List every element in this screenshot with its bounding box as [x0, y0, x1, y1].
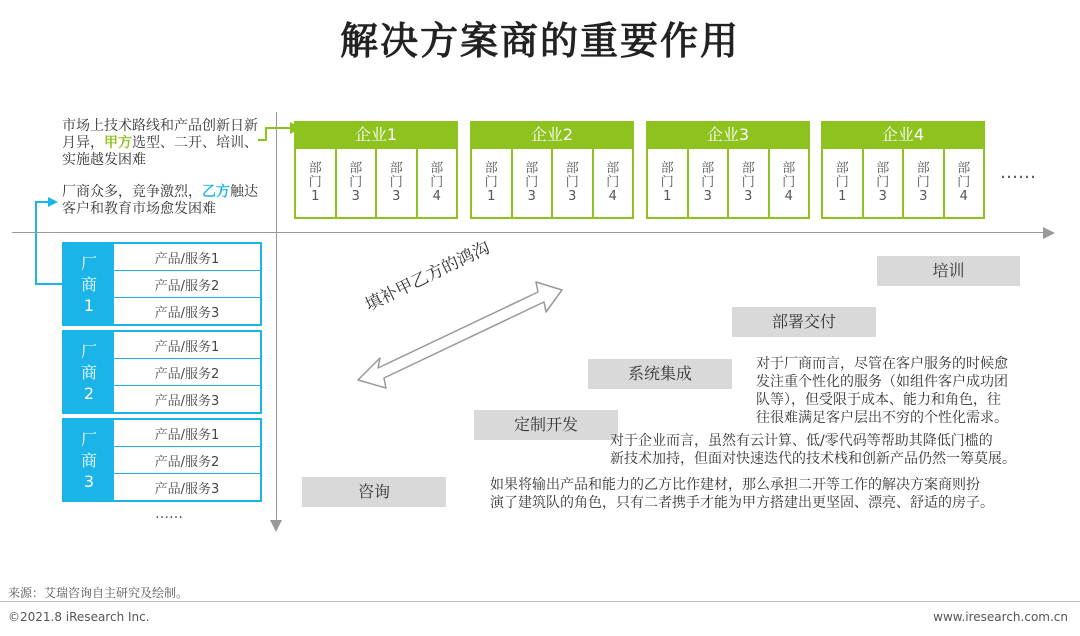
buyer-connector — [258, 128, 290, 140]
enterprise-name: 企业3 — [646, 121, 810, 149]
source-note: 来源：艾瑞咨询自主研究及绘制。 — [8, 586, 189, 600]
description-solution-provider: 如果将输出产品和能力的乙方比作建材，那么承担二开等工作的解决方案商则扮 演了建筑队的角色，只有二者携手才能为甲方搭建出更坚固、漂亮、舒适的房子。 — [490, 477, 994, 511]
gap-label: 填补甲乙方的鸿沟 — [362, 237, 494, 316]
enterprise-name: 企业4 — [821, 121, 985, 149]
department: 部 门 3 — [864, 149, 905, 217]
product-row: 产品/服务2 — [114, 447, 260, 474]
vendor-label: 厂 商 1 — [64, 244, 114, 324]
footer-divider — [0, 601, 1080, 602]
department: 部 门 4 — [782, 161, 796, 204]
department: 部 门 1 — [296, 149, 337, 217]
department: 部 门 1 — [823, 149, 864, 217]
product-row: 产品/服务2 — [114, 271, 260, 298]
step-consulting: 咨询 — [302, 477, 446, 507]
vendor-ellipsis: …… — [155, 506, 183, 522]
step-custom-development: 定制开发 — [474, 410, 618, 440]
note2-highlight: 乙方 — [202, 184, 230, 200]
product-row: 产品/服务3 — [154, 481, 220, 497]
note1-text-pre: 市场上技术路线和产品创新日新月异， — [62, 118, 258, 151]
department: 部 门 4 — [606, 161, 620, 204]
note1-highlight: 甲方 — [104, 135, 132, 151]
vertical-axis — [276, 112, 277, 524]
description-enterprise: 对于企业而言，虽然有云计算、低/零代码等帮助其降低门槛的 新技术加持，但面对快速迭代的技术栈和创新产品仍然一筹莫展。 — [610, 433, 1016, 467]
step-system-integration: 系统集成 — [588, 359, 732, 389]
copyright: ©2021.8 iResearch Inc. — [8, 610, 150, 624]
enterprise-3 — [646, 121, 810, 219]
department: 部 门 4 — [957, 161, 971, 204]
department: 部 门 3 — [904, 149, 945, 217]
page-title: 解决方案商的重要作用 — [339, 19, 740, 63]
enterprise-4 — [821, 121, 985, 219]
horizontal-axis-arrowhead — [1043, 227, 1055, 239]
enterprise-ellipsis: …… — [1000, 162, 1036, 183]
step-deployment: 部署交付 — [732, 307, 876, 337]
department: 部 门 3 — [337, 149, 378, 217]
horizontal-axis — [12, 232, 1052, 233]
vertical-axis-arrowhead — [270, 520, 282, 532]
product-row: 产品/服务1 — [114, 332, 260, 359]
department: 部 门 1 — [472, 149, 513, 217]
vendor-1 — [62, 242, 262, 326]
vendor-connector — [36, 202, 62, 284]
department: 部 门 4 — [430, 161, 444, 204]
department: 部 门 3 — [729, 149, 770, 217]
department: 部 门 3 — [377, 149, 418, 217]
description-vendor: 对于厂商而言，尽管在客户服务的时候愈 发注重个性化的服务（如组件客户成功团 队等），但受限于成本、能力和角色，往 往很难满足客户层出不穷的个性化需求。 — [756, 356, 1008, 426]
product-row: 产品/服务1 — [114, 244, 260, 271]
product-row: 产品/服务3 — [154, 393, 220, 409]
vendor-3 — [62, 418, 262, 502]
site-url: www.iresearch.com.cn — [933, 610, 1068, 624]
product-row: 产品/服务2 — [114, 359, 260, 386]
department: 部 门 1 — [648, 149, 689, 217]
product-row: 产品/服务1 — [114, 420, 260, 447]
note2-text-post: 触达客户和教育市场愈发困难 — [62, 184, 258, 217]
note2-text-pre: 厂商众多，竞争激烈， — [62, 184, 202, 200]
enterprise-1 — [294, 121, 458, 219]
vendor-connector-arrowhead — [48, 197, 58, 207]
department: 部 门 3 — [689, 149, 730, 217]
vendor-2 — [62, 330, 262, 414]
enterprise-name: 企业2 — [470, 121, 634, 149]
note1-text-post: 选型、二开、培训、实施越发困难 — [62, 135, 258, 168]
enterprise-name: 企业1 — [294, 121, 458, 149]
department: 部 门 3 — [553, 149, 594, 217]
vendor-label: 厂 商 3 — [64, 420, 114, 500]
product-row: 产品/服务3 — [154, 305, 220, 321]
enterprise-2 — [470, 121, 634, 219]
department: 部 门 3 — [513, 149, 554, 217]
vendor-label: 厂 商 2 — [64, 332, 114, 412]
step-training: 培训 — [877, 256, 1020, 286]
